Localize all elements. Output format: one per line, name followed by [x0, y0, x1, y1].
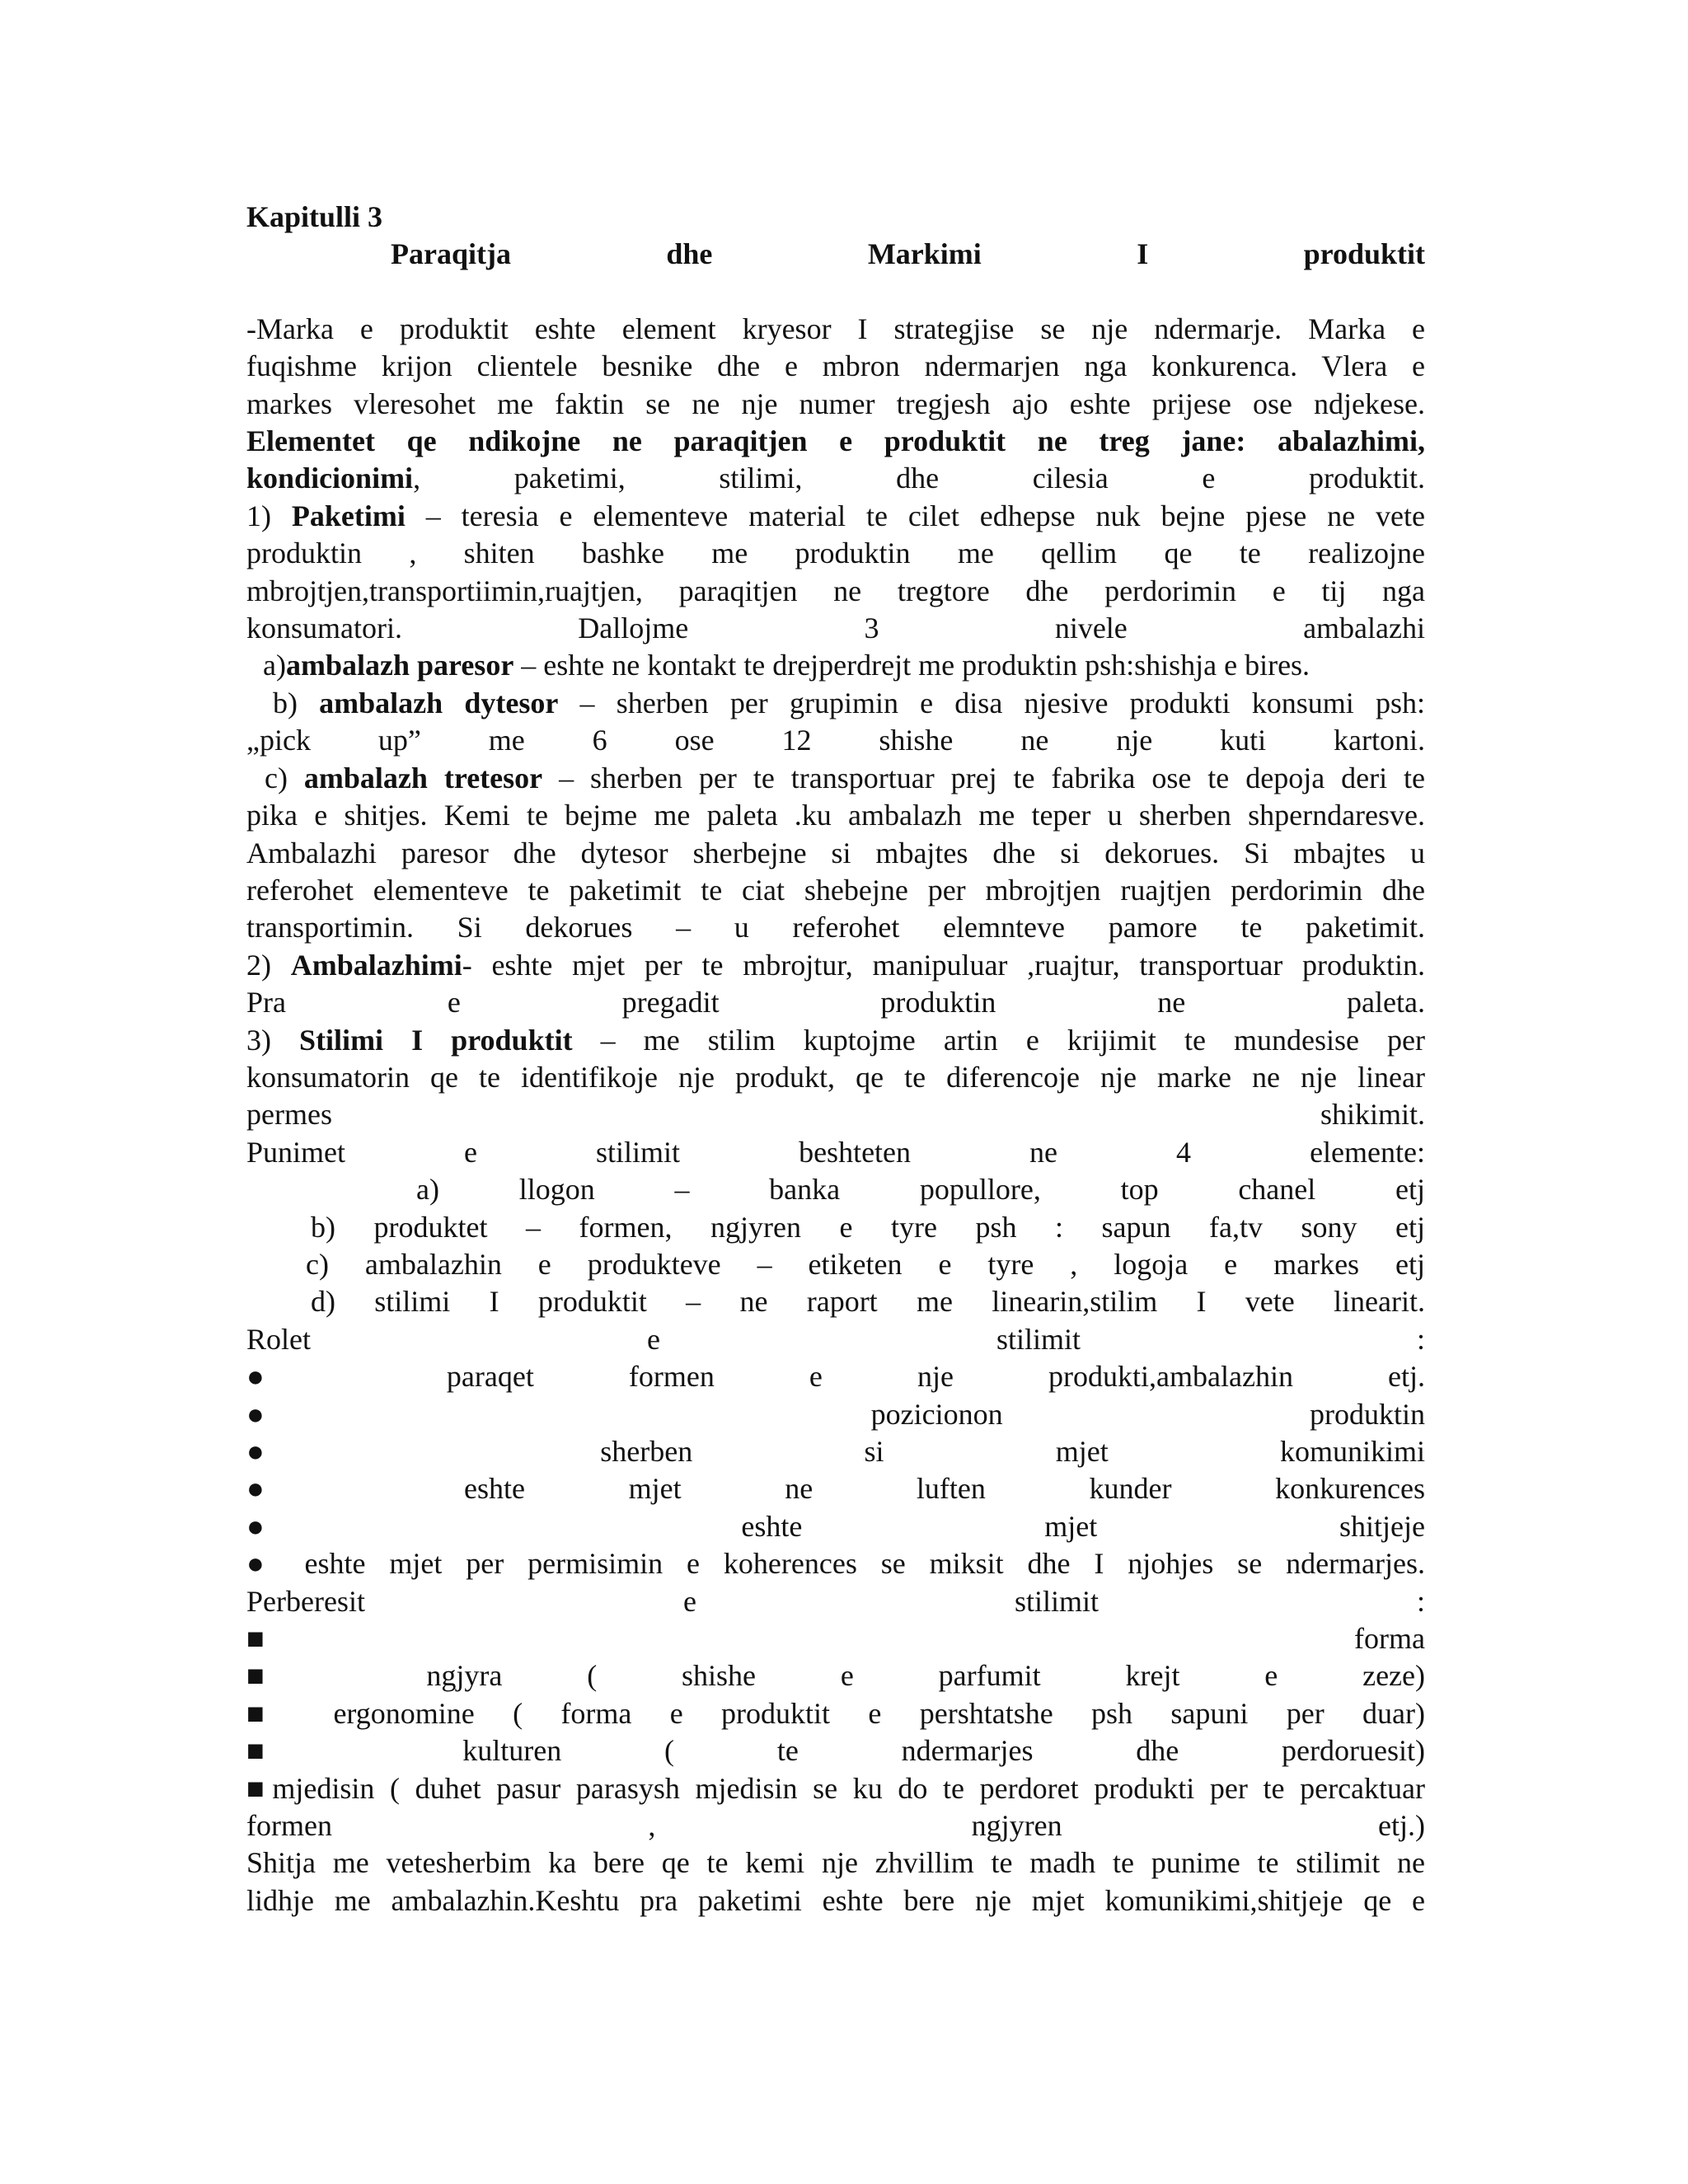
- paragraph-line: -Marka e produktit eshte element kryesor I strategjise se nje ndermarje. Marka e: [246, 312, 1425, 345]
- paragraph-line: [246, 1022, 1425, 1059]
- square-bullet-item: ■ ngjyra ( shishe e parfumit krejt e zeze): [246, 1659, 1425, 1693]
- paragraph-line: fuqishme krijon clientele besnike dhe e mbron ndermarjen nga konkurenca. Vlera e: [246, 349, 1425, 383]
- page-title: [246, 236, 1425, 273]
- item-number: 1): [246, 499, 292, 532]
- bold-term: ambalazh dytesor: [319, 686, 559, 719]
- bullet-item: ● eshte mjet shitjeje: [246, 1509, 1425, 1543]
- item-prefix: c): [265, 761, 304, 794]
- spacer: [246, 274, 1425, 311]
- bullet-item: ● pozicionon produktin: [246, 1397, 1425, 1431]
- paragraph-line: lidhje me ambalazhin.Keshtu pra paketimi eshte bere nje mjet komunikimi,shitjeje qe e: [246, 1883, 1425, 1917]
- bold-term: Paketimi: [291, 499, 406, 532]
- item-number: 3): [246, 1023, 300, 1057]
- paragraph-line: Pra e pregadit produktin ne paleta.: [246, 986, 1425, 1019]
- square-bullet-item: ■ kulturen ( te ndermarjes dhe perdoruesit): [246, 1734, 1425, 1768]
- paragraph-line: produktin , shiten bashke me produktin me qellim qe te realizojne: [246, 537, 1425, 570]
- bullet-item: ● eshte mjet ne luften kunder konkurences: [246, 1472, 1425, 1506]
- item-number: 2): [246, 948, 291, 982]
- bullet-item: ● paraqet formen e nje produkti,ambalazhin etj.: [246, 1360, 1425, 1394]
- bold-term: Ambalazhimi: [290, 948, 462, 982]
- text-run: – sherben per grupimin e disa njesive produkti konsumi psh:: [558, 686, 1425, 719]
- chapter-heading: Kapitulli 3: [246, 200, 383, 233]
- paragraph-line: mbrojtjen,transportiimin,ruajtjen, paraqitjen ne tregtore dhe perdorimin e tij nga: [246, 574, 1425, 607]
- title-word: Paraqitja: [391, 237, 511, 271]
- list-item: d) stilimi I produktit – ne raport me linearin,stilim I vete linearit.: [311, 1285, 1425, 1319]
- paragraph-line: [246, 947, 1425, 984]
- paragraph-line: pika e shitjes. Kemi te bejme me paleta .ku ambalazh me teper u sherben shperndaresve.: [246, 799, 1425, 832]
- paragraph-line: permes shikimit.: [246, 1098, 1425, 1132]
- paragraph-line: [246, 460, 1425, 497]
- title-word: I: [1137, 237, 1149, 271]
- text-run: - eshte mjet per te mbrojtur, manipuluar ,ruajtur, transportuar produktin.: [462, 948, 1426, 982]
- paragraph-line: „pick up” me 6 ose 12 shishe ne nje kuti kartoni.: [246, 724, 1425, 757]
- list-item: c) ambalazhin e produkteve – etiketen e tyre , logoja e markes etj: [306, 1247, 1425, 1281]
- elements-heading: Elementet qe ndikojne ne paraqitjen e produktit ne treg jane: abalazhimi,: [246, 424, 1425, 458]
- list-item: b) produktet – formen, ngjyren e tyre psh : sapun fa,tv sony etj: [311, 1210, 1425, 1244]
- document-page: [246, 199, 1425, 1919]
- section-heading: Perberesit e stilimit :: [246, 1584, 1425, 1618]
- list-item: a) llogon – banka popullore, top chanel etj: [416, 1173, 1425, 1207]
- paragraph-line: Punimet e stilimit beshteten ne 4 elemente:: [246, 1135, 1425, 1169]
- bold-term: ambalazh tretesor: [303, 761, 543, 794]
- title-word: dhe: [666, 237, 713, 271]
- paragraph-line: Ambalazhi paresor dhe dytesor sherbejne si mbajtes dhe si dekorues. Si mbajtes u: [246, 836, 1425, 869]
- item-prefix: b): [273, 686, 320, 719]
- bold-term: ambalazh paresor: [285, 649, 514, 682]
- bullet-item: ● sherben si mjet komunikimi: [246, 1435, 1425, 1468]
- text-run: – teresia e elementeve material te cilet edhepse nuk bejne pjese ne vete: [405, 499, 1425, 532]
- paragraph-line: [246, 498, 1425, 535]
- text-run: – sherben per te transportuar prej te fabrika ose te depoja deri te: [542, 761, 1426, 794]
- item-prefix: a): [263, 649, 286, 682]
- paragraph-line: [246, 760, 1425, 797]
- text-run: , paketimi, stilimi, dhe cilesia e produktit.: [413, 462, 1425, 495]
- title-word: Markimi: [867, 237, 982, 271]
- square-bullet-item: ■ ergonomine ( forma e produktit e pershtatshe psh sapuni per duar): [246, 1696, 1425, 1730]
- paragraph-line: markes vleresohet me faktin se ne nje numer tregjesh ajo eshte prijese ose ndjekese.: [246, 387, 1425, 420]
- text-run: – eshte ne kontakt te drejperdrejt me produktin psh:shishja e bires.: [513, 649, 1311, 682]
- bold-term: kondicionimi: [246, 462, 414, 495]
- paragraph-line: Shitja me vetesherbim ka bere qe te kemi nje zhvillim te madh te punime te stilimit ne: [246, 1846, 1425, 1880]
- square-bullet-item: ■mjedisin ( duhet pasur parasysh mjedisin se ku do te perdoret produkti per te percaktuar: [246, 1771, 1425, 1805]
- paragraph-line: [246, 647, 1425, 684]
- paragraph-line: referohet elementeve te paketimit te ciat shebejne per mbrojtjen ruajtjen perdorimin dhe: [246, 873, 1425, 907]
- paragraph-line: formen , ngjyren etj.): [246, 1809, 1425, 1843]
- bold-term: Stilimi I produktit: [299, 1023, 573, 1057]
- paragraph-line: transportimin. Si dekorues – u referohet elemnteve pamore te paketimit.: [246, 911, 1425, 944]
- paragraph-line: konsumatori. Dallojme 3 nivele ambalazhi: [246, 612, 1425, 645]
- paragraph-line: konsumatorin qe te identifikoje nje produkt, qe te diferencoje nje marke ne nje linear: [246, 1060, 1425, 1094]
- title-word: produktit: [1303, 237, 1426, 271]
- bullet-item: ● eshte mjet per permisimin e koherences se miksit dhe I njohjes se ndermarjes.: [246, 1547, 1425, 1581]
- square-bullet-item: ■ forma: [246, 1622, 1425, 1656]
- text-run: – me stilim kuptojme artin e krijimit te mundesise per: [572, 1023, 1425, 1057]
- section-heading: Rolet e stilimit :: [246, 1322, 1425, 1356]
- paragraph-line: [246, 685, 1425, 722]
